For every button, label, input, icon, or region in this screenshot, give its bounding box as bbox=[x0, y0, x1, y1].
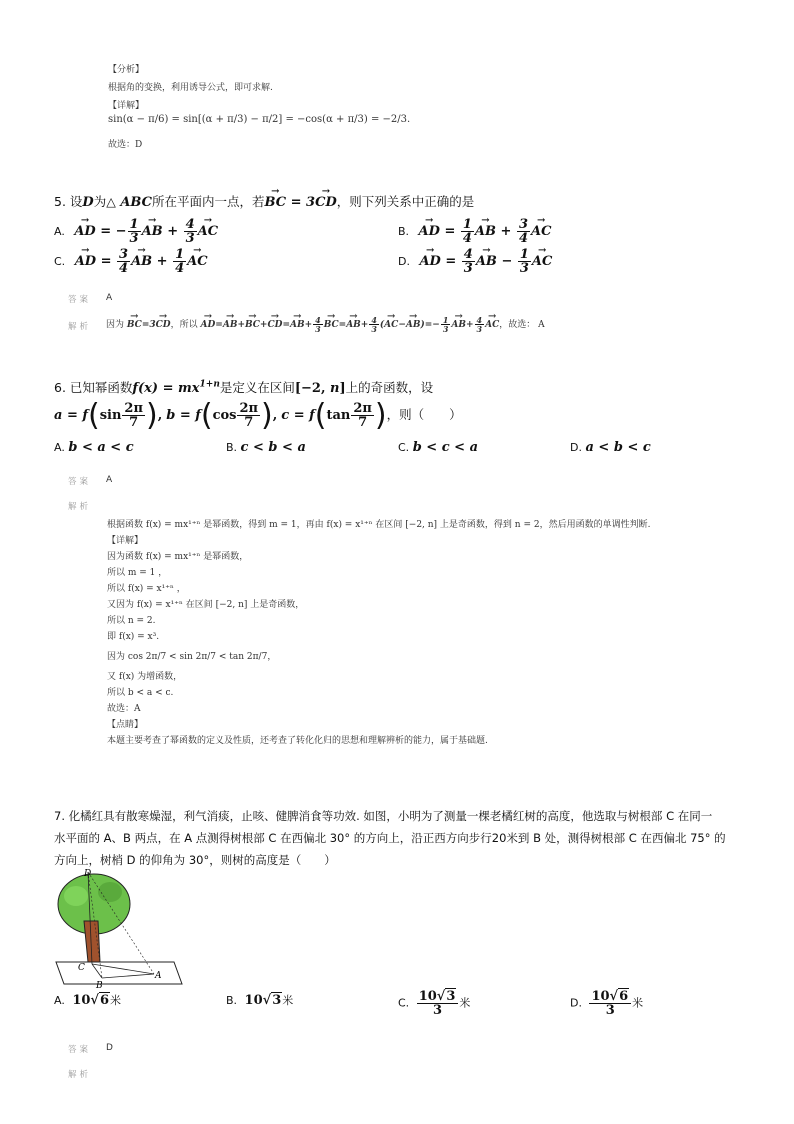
q6-analysis-line: 故选：A bbox=[107, 704, 141, 714]
q6-analysis-label: 解析 bbox=[68, 502, 92, 512]
q6-analysis-line: 所以 n = 2. bbox=[107, 616, 156, 626]
q5-stem: 5. 设D为△ ABC所在平面内一点，若→ BC = 3→ CD，则下列关系中正确的是 bbox=[54, 192, 474, 210]
q6-analysis-line: 所以 f(x) = x¹⁺ⁿ ， bbox=[107, 584, 186, 594]
ground-plane bbox=[56, 962, 182, 984]
q6-analysis-line: 【详解】 bbox=[107, 536, 144, 546]
q6-analysis-line: 又 f(x) 为增函数， bbox=[107, 672, 183, 682]
fenxi-text: 根据角的变换，利用诱导公式，即可求解. bbox=[108, 83, 273, 93]
q6-answer: A bbox=[106, 475, 113, 485]
q6-analysis-line: 所以 b < a < c. bbox=[107, 688, 174, 698]
q7-option-b[interactable]: B. 10√3米 bbox=[226, 993, 294, 1008]
label-b: B bbox=[96, 981, 103, 990]
q7-answer: D bbox=[106, 1043, 113, 1053]
fenxi-label: 【分析】 bbox=[108, 65, 145, 75]
q6-answer-label: 答案 bbox=[68, 477, 92, 487]
tree-figure bbox=[54, 866, 190, 990]
q6-analysis-line: 因为函数 f(x) = mx¹⁺ⁿ 是幂函数， bbox=[107, 552, 249, 562]
q6-analysis-line: 因为 cos 2π/7 < sin 2π/7 < tan 2π/7， bbox=[107, 652, 277, 662]
q7-stem-line3: 方向上，树梢 D 的仰角为 30°，则树的高度是（ ） bbox=[54, 853, 336, 867]
q6-option-a[interactable]: A. b < a < c bbox=[54, 440, 134, 455]
q5-analysis-label: 解析 bbox=[68, 322, 92, 332]
xiangjie-label: 【详解】 bbox=[108, 101, 145, 111]
q6-option-c[interactable]: C. b < c < a bbox=[398, 440, 479, 455]
q6-analysis-line: 根据函数 f(x) = mx¹⁺ⁿ 是幂函数，得到 m = 1，再由 f(x) = x¹⁺ⁿ 在区间 [−2, n] 上是奇函数，得到 n = 2，然后用函数的单调性判断. bbox=[107, 520, 651, 530]
q5-option-d[interactable]: D. → AD = $\frac{4}{3}$ → AB − $\frac{1}{3}$ → AC bbox=[398, 248, 552, 275]
q6-option-d[interactable]: D. a < b < c bbox=[570, 440, 651, 455]
q6-analysis-line: 即 f(x) = x³. bbox=[107, 632, 160, 642]
q7-answer-label: 答案 bbox=[68, 1045, 92, 1055]
q7-option-c[interactable]: C. $\frac{10√3}{3}$ 米 bbox=[398, 989, 471, 1018]
q6-analysis-line: 本题主要考查了幂函数的定义及性质，还考查了转化化归的思想和理解辨析的能力，属于基础题. bbox=[107, 736, 488, 746]
q5-option-b[interactable]: B. → AD = $\frac{1}{4}$ → AB + $\frac{3}{4}$ → AC bbox=[398, 218, 551, 245]
q6-stem-line1: 6. 已知幂函数$f(x) = mx^{1+n}$是定义在区间[−2, n]上的奇函数，设 bbox=[54, 379, 434, 396]
q5-option-c[interactable]: C. → AD = $\frac{3}{4}$ → AB + $\frac{1}{4}$ → AC bbox=[54, 248, 208, 275]
q6-analysis-body bbox=[107, 517, 650, 749]
label-c: C bbox=[78, 963, 85, 973]
q5-option-a[interactable]: A. → AD = − $\frac{1}{3}$ → AB + $\frac{4}{3}$ → AC bbox=[54, 218, 218, 245]
q6-analysis-line: 又因为 f(x) = x¹⁺ⁿ 在区间 [−2, n] 上是奇函数， bbox=[107, 600, 305, 610]
top-formula: sin(α − π/6) = sin[(α + π/3) − π/2] = −cos(α + π/3) = −2/3. bbox=[108, 114, 411, 125]
q6-analysis-line: 所以 m = 1 ， bbox=[107, 568, 168, 578]
q5-analysis: 因为 → BC=3→ CD，所以 → AD=→ AB+→ BC+→ CD=→ AB+ $\frac{4}{3}$ → BC=→ AB+ $\frac{4}{3}$ (→ AC−→ AB)=− $\frac{1}{3}$ → AB+ $\frac{4}{3}$ → AC，故选： A bbox=[106, 316, 545, 333]
label-d: D bbox=[84, 869, 92, 879]
q6-analysis-line: 【点睛】 bbox=[107, 720, 144, 730]
q5-answer-label: 答案 bbox=[68, 295, 92, 305]
label-a: A bbox=[155, 971, 162, 981]
q6-option-b[interactable]: B. c < b < a bbox=[226, 440, 306, 455]
q7-option-d[interactable]: D. $\frac{10√6}{3}$ 米 bbox=[570, 989, 644, 1018]
q6-stem-line2: a = f(sin $\frac{2\pi}{7}$ ), b = f(cos $\frac{2\pi}{7}$ ), c = f(tan $\frac{2\pi}{7}$ )，则（ ） bbox=[54, 398, 462, 433]
q7-analysis-label: 解析 bbox=[68, 1070, 92, 1080]
top-choice: 故选：D bbox=[108, 140, 143, 150]
q5-answer: A bbox=[106, 293, 113, 303]
q7-stem-line2: 水平面的 A、B 两点，在 A 点测得树根部 C 在西偏北 30° 的方向上，沿正西方向步行20米到 B 处，测得树根部 C 在西偏北 75° 的 bbox=[54, 831, 726, 845]
q7-stem-line1: 7. 化橘红具有散寒燥湿，利气消痰，止咳、健脾消食等功效. 如图，小明为了测量一棵老橘红树的高度，他选取与树根部 C 在同一 bbox=[54, 809, 713, 823]
q7-option-a[interactable]: A. 10√6米 bbox=[54, 993, 122, 1008]
